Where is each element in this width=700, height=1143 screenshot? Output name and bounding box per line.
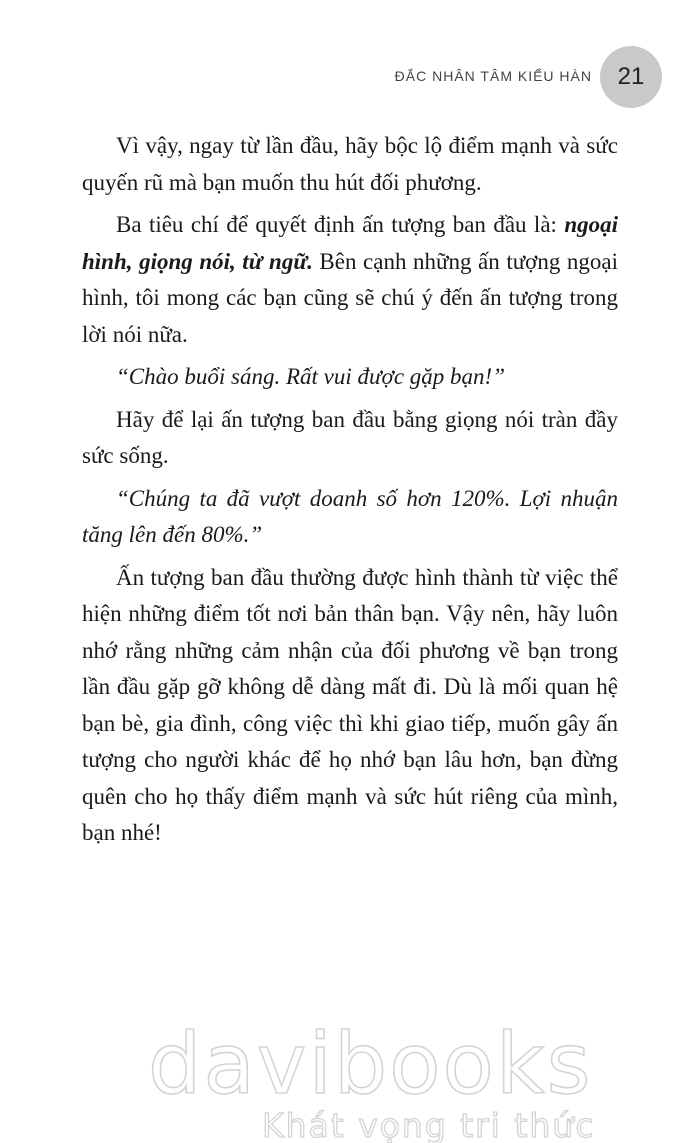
quote-2: “Chúng ta đã vượt doanh số hơn 120%. Lợi nhuận tăng lên đến 80%.” <box>82 485 618 547</box>
watermark-slogan: Khát vọng tri thức <box>262 1106 596 1143</box>
paragraph-2-rest: Bên cạnh những ấn tượng ngoại hình, tôi mong các bạn cũng sẽ chú ý đến ấn tượng trong lời nói nữa. <box>82 248 618 347</box>
quote-1: “Chào buổi sáng. Rất vui được gặp bạn!” <box>116 364 505 389</box>
paragraph-2-emphasis: ngoại hình, giọng nói, từ ngữ. <box>82 212 618 274</box>
paragraph-2 <box>82 207 618 353</box>
running-header-title: ĐẮC NHÂN TÂM KIỂU HÀN <box>394 68 592 84</box>
watermark-brand: davibooks <box>148 1015 593 1113</box>
paragraph-2-intro: Ba tiêu chí để quyết định ấn tượng ban đầu là: <box>116 212 565 237</box>
page-number: 21 <box>600 46 662 108</box>
paragraph-4: Ấn tượng ban đầu thường được hình thành từ việc thể hiện những điểm tốt nơi bản thân bạn. Vậy nên, hãy luôn nhớ rằng những cảm nhận của đối phương về bạn trong lần đầu gặp gỡ không dễ dàng mất đi. Dù là mối quan hệ bạn bè, gia đình, công việc thì khi giao tiếp, muốn gây ấn tượng cho người khác để họ nhớ bạn lâu hơn, bạn đừng quên cho họ thấy điểm mạnh và sức hút riêng của mình, bạn nhé! <box>82 564 618 845</box>
paragraph-3: Hãy để lại ấn tượng ban đầu bằng giọng nói tràn đầy sức sống. <box>82 406 618 468</box>
body-text <box>82 128 618 858</box>
watermark <box>0 1005 700 1143</box>
paragraph-1: Vì vậy, ngay từ lần đầu, hãy bộc lộ điểm mạnh và sức quyến rũ mà bạn muốn thu hút đối phương. <box>82 133 618 195</box>
watermark-logo <box>0 1005 700 1143</box>
